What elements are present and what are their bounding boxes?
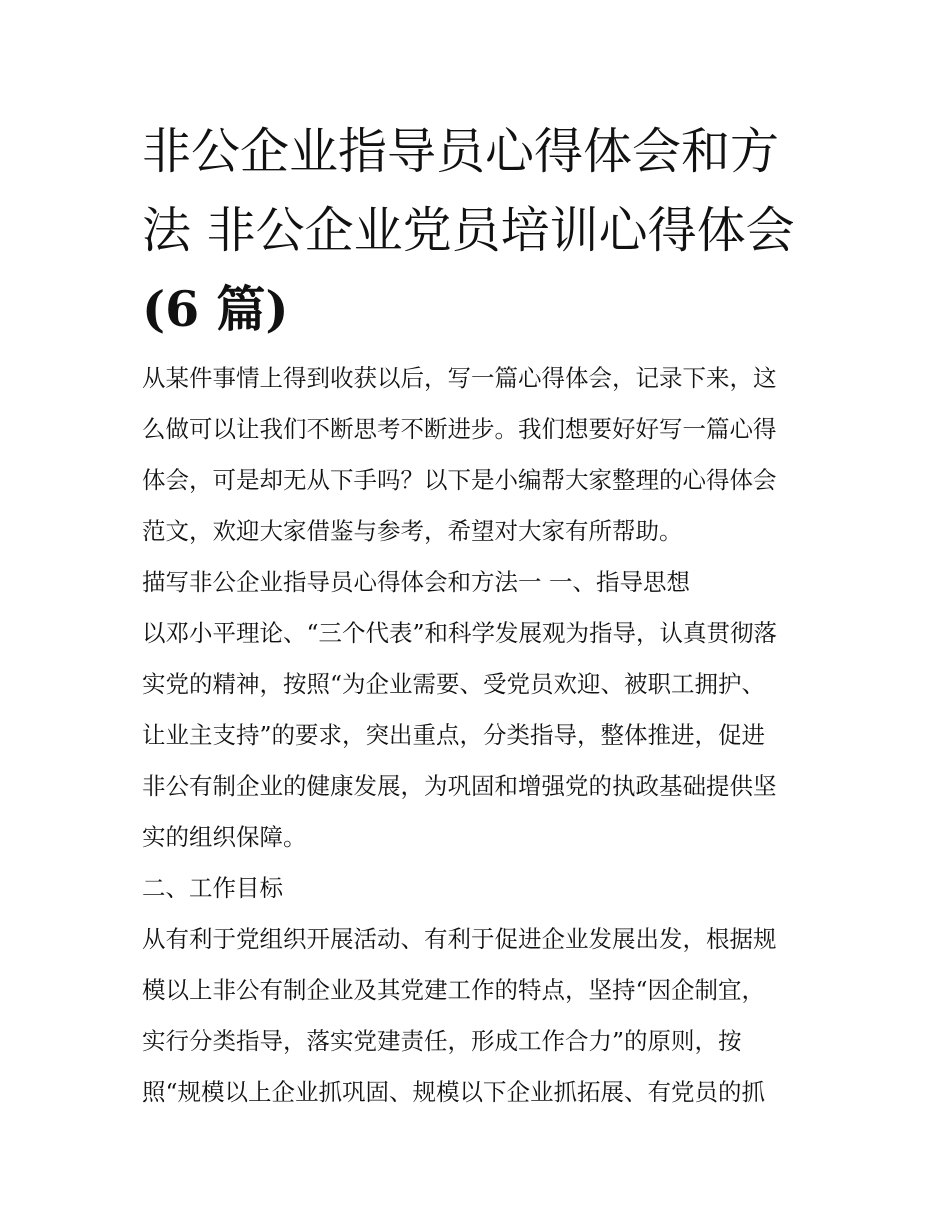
body-line-12: 从有利于党组织开展活动、有利于促进企业发展出发，根据规	[142, 925, 777, 953]
body-line-15: 照“规模以上企业抓巩固、规模以下企业抓拓展、有党员的抓	[142, 1078, 766, 1106]
document-body	[142, 353, 832, 1118]
body-line-10: 实的组织保障。	[142, 823, 307, 851]
section-heading-1: 描写非公企业指导员心得体会和方法一 一、指导思想	[142, 568, 690, 596]
body-line-14: 实行分类指导，落实党建责任，形成工作合力”的原则，按	[142, 1027, 742, 1055]
body-line-3: 体会，可是却无从下手吗？以下是小编帮大家整理的心得体会	[142, 466, 777, 494]
body-line-2: 么做可以让我们不断思考不断进步。我们想要好好写一篇心得	[142, 415, 777, 443]
body-line-4: 范文，欢迎大家借鉴与参考，希望对大家有所帮助。	[142, 517, 683, 545]
body-line-8: 让业主支持”的要求，突出重点，分类指导，整体推进，促进	[142, 721, 766, 749]
body-line-1: 从某件事情上得到收获以后，写一篇心得体会，记录下来，这	[142, 364, 777, 392]
body-line-9: 非公有制企业的健康发展，为巩固和增强党的执政基础提供坚	[142, 772, 777, 800]
body-line-13: 模以上非公有制企业及其党建工作的特点，坚持“因企制宜，	[142, 976, 766, 1004]
title-line-3: (6 篇)	[142, 280, 289, 338]
body-line-7: 实党的精神，按照“为企业需要、受党员欢迎、被职工拥护、	[142, 670, 766, 698]
title-line-2: 法 非公企业党员培训心得体会	[142, 202, 795, 259]
body-line-6: 以邓小平理论、“三个代表”和科学发展观为指导，认真贯彻落	[142, 619, 778, 647]
document-title	[142, 112, 832, 349]
section-heading-2: 二、工作目标	[142, 874, 283, 902]
title-line-1: 非公企业指导员心得体会和方	[142, 123, 780, 180]
